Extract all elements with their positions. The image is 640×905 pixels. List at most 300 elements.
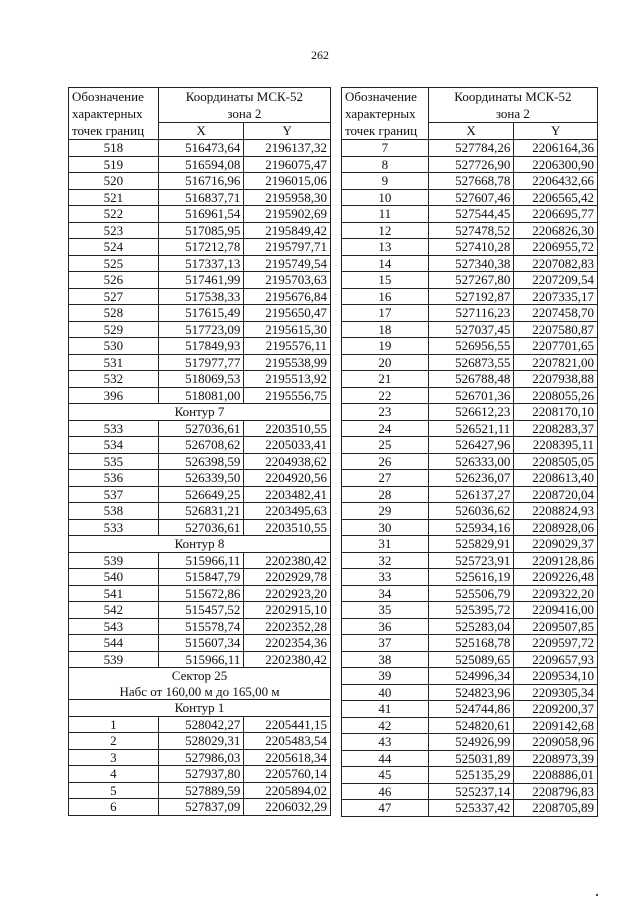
y-coordinate: 2196015,06	[244, 173, 331, 190]
table-row	[69, 354, 331, 371]
point-number: 542	[69, 602, 159, 619]
y-coordinate: 2207458,70	[514, 305, 598, 322]
x-coordinate: 526873,55	[428, 354, 514, 371]
x-coordinate: 527036,61	[158, 519, 244, 536]
table-row	[342, 684, 598, 701]
y-coordinate: 2208055,26	[514, 387, 598, 404]
x-coordinate: 526612,23	[428, 404, 514, 421]
x-coordinate: 524996,34	[428, 668, 514, 685]
table-row	[342, 420, 598, 437]
point-number: 532	[69, 371, 159, 388]
point-number: 521	[69, 189, 159, 206]
y-coordinate: 2202354,36	[244, 635, 331, 652]
point-number: 396	[69, 387, 159, 404]
x-coordinate: 517085,95	[158, 222, 244, 239]
x-coordinate: 515578,74	[158, 618, 244, 635]
y-coordinate: 2209597,72	[514, 635, 598, 652]
y-coordinate: 2204938,62	[244, 453, 331, 470]
y-coordinate: 2205483,54	[244, 733, 331, 750]
y-coordinate: 2206826,30	[514, 222, 598, 239]
y-coordinate: 2207209,54	[514, 272, 598, 289]
y-coordinate: 2195902,69	[244, 206, 331, 223]
table-row	[342, 668, 598, 685]
point-number: 525	[69, 255, 159, 272]
y-coordinate: 2207821,00	[514, 354, 598, 371]
designation-header	[342, 88, 429, 140]
point-number: 40	[342, 684, 429, 701]
table-row	[342, 404, 598, 421]
table-row	[69, 156, 331, 173]
table-row	[342, 536, 598, 553]
point-number: 533	[69, 519, 159, 536]
x-coordinate: 524823,96	[428, 684, 514, 701]
y-coordinate: 2208796,83	[514, 783, 598, 800]
y-coordinate: 2208613,40	[514, 470, 598, 487]
y-coordinate: 2195513,92	[244, 371, 331, 388]
coordinates-header	[158, 88, 330, 123]
point-number: 20	[342, 354, 429, 371]
table-row	[69, 716, 331, 733]
y-coordinate: 2208705,89	[514, 800, 598, 817]
point-number: 537	[69, 486, 159, 503]
x-coordinate: 518081,00	[158, 387, 244, 404]
x-coordinate: 517337,13	[158, 255, 244, 272]
y-coordinate: 2206432,66	[514, 173, 598, 190]
point-number: 5	[69, 782, 159, 799]
y-coordinate: 2206164,36	[514, 140, 598, 157]
table-row	[342, 387, 598, 404]
point-number: 19	[342, 338, 429, 355]
x-coordinate: 527837,09	[158, 799, 244, 816]
point-number: 9	[342, 173, 429, 190]
designation-header-line: характерных	[345, 106, 416, 121]
point-number: 538	[69, 503, 159, 520]
point-number: 45	[342, 767, 429, 784]
table-row	[342, 321, 598, 338]
x-coordinate: 526956,55	[428, 338, 514, 355]
point-number: 526	[69, 272, 159, 289]
sector-heading-line: Сектор 25	[171, 668, 228, 683]
coordinates-header	[428, 88, 597, 123]
y-coordinate: 2195703,63	[244, 272, 331, 289]
y-coordinate: 2208720,04	[514, 486, 598, 503]
x-coordinate: 517615,49	[158, 305, 244, 322]
table-row	[69, 569, 331, 586]
point-number: 18	[342, 321, 429, 338]
y-coordinate: 2208283,37	[514, 420, 598, 437]
x-coordinate: 526831,21	[158, 503, 244, 520]
x-coordinate: 526788,48	[428, 371, 514, 388]
x-coordinate: 517538,33	[158, 288, 244, 305]
x-coordinate: 527937,80	[158, 766, 244, 783]
point-number: 534	[69, 437, 159, 454]
point-number: 31	[342, 536, 429, 553]
y-coordinate: 2209142,68	[514, 717, 598, 734]
y-coordinate: 2195749,54	[244, 255, 331, 272]
x-coordinate: 524820,61	[428, 717, 514, 734]
y-coordinate: 2209416,00	[514, 602, 598, 619]
x-coordinate: 527668,78	[428, 173, 514, 190]
point-number: 2	[69, 733, 159, 750]
x-coordinate: 515847,79	[158, 569, 244, 586]
table-row	[69, 206, 331, 223]
x-coordinate: 526649,25	[158, 486, 244, 503]
table-row	[342, 189, 598, 206]
x-coordinate: 526701,36	[428, 387, 514, 404]
coordinates-header-line: Координаты МСК-52	[454, 89, 572, 104]
table-row	[69, 470, 331, 487]
table-row	[69, 618, 331, 635]
y-coordinate: 2202923,20	[244, 585, 331, 602]
designation-header	[69, 88, 159, 140]
point-number: 36	[342, 618, 429, 635]
point-number: 47	[342, 800, 429, 817]
y-column-header: Y	[514, 123, 598, 140]
designation-header-line: Обозначение	[345, 89, 417, 104]
table-row	[342, 140, 598, 157]
y-coordinate: 2206955,72	[514, 239, 598, 256]
y-coordinate: 2209128,86	[514, 552, 598, 569]
x-coordinate: 527116,23	[428, 305, 514, 322]
y-coordinate: 2208886,01	[514, 767, 598, 784]
x-coordinate: 525089,65	[428, 651, 514, 668]
y-coordinate: 2209226,48	[514, 569, 598, 586]
table-row	[69, 321, 331, 338]
table-row	[342, 783, 598, 800]
table-row	[342, 569, 598, 586]
designation-header-line: точек границ	[72, 123, 145, 138]
x-coordinate: 527784,26	[428, 140, 514, 157]
coordinates-table-left	[68, 87, 331, 816]
table-row	[342, 173, 598, 190]
point-number: 23	[342, 404, 429, 421]
table-row	[69, 453, 331, 470]
table-row	[69, 173, 331, 190]
point-number: 529	[69, 321, 159, 338]
x-coordinate: 525934,16	[428, 519, 514, 536]
y-coordinate: 2202929,78	[244, 569, 331, 586]
point-number: 530	[69, 338, 159, 355]
y-coordinate: 2203510,55	[244, 420, 331, 437]
point-number: 540	[69, 569, 159, 586]
x-coordinate: 517723,09	[158, 321, 244, 338]
point-number: 17	[342, 305, 429, 322]
table-row	[69, 503, 331, 520]
table-row	[342, 767, 598, 784]
y-coordinate: 2208973,39	[514, 750, 598, 767]
table-row	[342, 585, 598, 602]
y-coordinate: 2206300,90	[514, 156, 598, 173]
table-row	[342, 338, 598, 355]
x-coordinate: 517212,78	[158, 239, 244, 256]
x-coordinate: 516473,64	[158, 140, 244, 157]
contour-heading-row	[69, 536, 331, 553]
point-number: 22	[342, 387, 429, 404]
x-coordinate: 526708,62	[158, 437, 244, 454]
x-coordinate: 527607,46	[428, 189, 514, 206]
table-row	[69, 519, 331, 536]
coordinates-table-right	[341, 87, 598, 817]
table-row	[342, 503, 598, 520]
table-row	[342, 618, 598, 635]
page-number: 262	[311, 48, 329, 62]
y-coordinate: 2208928,06	[514, 519, 598, 536]
table-row	[69, 552, 331, 569]
x-coordinate: 525829,91	[428, 536, 514, 553]
y-coordinate: 2203510,55	[244, 519, 331, 536]
table-row	[69, 272, 331, 289]
table-row	[342, 651, 598, 668]
y-coordinate: 2196137,32	[244, 140, 331, 157]
point-number: 30	[342, 519, 429, 536]
x-coordinate: 516961,54	[158, 206, 244, 223]
sector-heading-row	[69, 668, 331, 700]
table-row	[69, 371, 331, 388]
y-coordinate: 2209657,93	[514, 651, 598, 668]
table-row	[342, 239, 598, 256]
table-row	[342, 470, 598, 487]
y-coordinate: 2195958,30	[244, 189, 331, 206]
sector-heading-line: Набс от 160,00 м до 165,00 м	[119, 683, 280, 699]
table-row	[69, 602, 331, 619]
table-row	[342, 305, 598, 322]
x-column-header: X	[158, 123, 244, 140]
x-coordinate: 525337,42	[428, 800, 514, 817]
point-number: 38	[342, 651, 429, 668]
point-number: 29	[342, 503, 429, 520]
table-row	[69, 766, 331, 783]
designation-header-line: точек границ	[345, 123, 418, 138]
table-row	[69, 733, 331, 750]
point-number: 44	[342, 750, 429, 767]
table-row	[69, 420, 331, 437]
point-number: 21	[342, 371, 429, 388]
table-row	[69, 222, 331, 239]
x-coordinate: 528042,27	[158, 716, 244, 733]
y-coordinate: 2209322,20	[514, 585, 598, 602]
table-row	[69, 189, 331, 206]
point-number: 39	[342, 668, 429, 685]
table-row	[342, 519, 598, 536]
point-number: 543	[69, 618, 159, 635]
x-coordinate: 527410,28	[428, 239, 514, 256]
y-coordinate: 2195538,99	[244, 354, 331, 371]
y-coordinate: 2207938,88	[514, 371, 598, 388]
table-row	[342, 371, 598, 388]
contour-heading: Контур 7	[69, 404, 331, 421]
point-number: 28	[342, 486, 429, 503]
x-coordinate: 527478,52	[428, 222, 514, 239]
x-coordinate: 527036,61	[158, 420, 244, 437]
table-row	[342, 552, 598, 569]
point-number: 25	[342, 437, 429, 454]
x-coordinate: 516594,08	[158, 156, 244, 173]
y-coordinate: 2195615,30	[244, 321, 331, 338]
y-coordinate: 2208824,93	[514, 503, 598, 520]
y-coordinate: 2209200,37	[514, 701, 598, 718]
y-coordinate: 2208395,11	[514, 437, 598, 454]
x-coordinate: 525031,89	[428, 750, 514, 767]
point-number: 10	[342, 189, 429, 206]
x-coordinate: 526339,50	[158, 470, 244, 487]
coordinates-header-line: зона 2	[495, 106, 530, 121]
y-coordinate: 2208170,10	[514, 404, 598, 421]
y-coordinate: 2209305,34	[514, 684, 598, 701]
point-number: 519	[69, 156, 159, 173]
point-number: 42	[342, 717, 429, 734]
y-coordinate: 2207335,17	[514, 288, 598, 305]
x-coordinate: 526333,00	[428, 453, 514, 470]
table-row	[69, 651, 331, 668]
table-row	[342, 602, 598, 619]
y-coordinate: 2205441,15	[244, 716, 331, 733]
contour-heading-row	[69, 404, 331, 421]
y-coordinate: 2202380,42	[244, 651, 331, 668]
point-number: 7	[342, 140, 429, 157]
table-header-row	[69, 88, 331, 123]
x-coordinate: 526521,11	[428, 420, 514, 437]
y-coordinate: 2195576,11	[244, 338, 331, 355]
table-row	[69, 288, 331, 305]
x-coordinate: 524926,99	[428, 734, 514, 751]
x-coordinate: 525237,14	[428, 783, 514, 800]
y-coordinate: 2206565,42	[514, 189, 598, 206]
point-number: 536	[69, 470, 159, 487]
table-row	[342, 750, 598, 767]
y-coordinate: 2205033,41	[244, 437, 331, 454]
point-number: 35	[342, 602, 429, 619]
point-number: 11	[342, 206, 429, 223]
point-number: 523	[69, 222, 159, 239]
point-number: 27	[342, 470, 429, 487]
x-coordinate: 517461,99	[158, 272, 244, 289]
point-number: 33	[342, 569, 429, 586]
point-number: 541	[69, 585, 159, 602]
y-coordinate: 2207082,83	[514, 255, 598, 272]
table-row	[342, 800, 598, 817]
designation-header-line: Обозначение	[72, 89, 144, 104]
table-row	[342, 222, 598, 239]
x-coordinate: 516837,71	[158, 189, 244, 206]
point-number: 43	[342, 734, 429, 751]
table-row	[342, 206, 598, 223]
table-row	[69, 437, 331, 454]
y-coordinate: 2207580,87	[514, 321, 598, 338]
coordinates-header-line: зона 2	[227, 106, 262, 121]
point-number: 528	[69, 305, 159, 322]
point-number: 34	[342, 585, 429, 602]
x-coordinate: 525506,79	[428, 585, 514, 602]
x-coordinate: 528029,31	[158, 733, 244, 750]
point-number: 539	[69, 651, 159, 668]
y-coordinate: 2209534,10	[514, 668, 598, 685]
x-coordinate: 526398,59	[158, 453, 244, 470]
table-header-row	[342, 88, 598, 123]
point-number: 41	[342, 701, 429, 718]
y-coordinate: 2209058,96	[514, 734, 598, 751]
x-coordinate: 525168,78	[428, 635, 514, 652]
contour-heading: Контур 8	[69, 536, 331, 553]
point-number: 26	[342, 453, 429, 470]
table-row	[69, 782, 331, 799]
y-coordinate: 2202380,42	[244, 552, 331, 569]
x-coordinate: 524744,86	[428, 701, 514, 718]
x-coordinate: 527037,45	[428, 321, 514, 338]
point-number: 8	[342, 156, 429, 173]
table-row	[69, 338, 331, 355]
x-coordinate: 526427,96	[428, 437, 514, 454]
y-coordinate: 2205894,02	[244, 782, 331, 799]
x-coordinate: 515966,11	[158, 651, 244, 668]
y-coordinate: 2203482,41	[244, 486, 331, 503]
x-coordinate: 526236,07	[428, 470, 514, 487]
y-coordinate: 2209507,85	[514, 618, 598, 635]
y-coordinate: 2207701,65	[514, 338, 598, 355]
x-coordinate: 525135,29	[428, 767, 514, 784]
point-number: 533	[69, 420, 159, 437]
table-row	[342, 734, 598, 751]
point-number: 24	[342, 420, 429, 437]
point-number: 531	[69, 354, 159, 371]
table-row	[342, 486, 598, 503]
point-number: 518	[69, 140, 159, 157]
y-coordinate: 2195849,42	[244, 222, 331, 239]
x-coordinate: 517977,77	[158, 354, 244, 371]
point-number: 13	[342, 239, 429, 256]
y-column-header: Y	[244, 123, 331, 140]
point-number: 3	[69, 749, 159, 766]
x-coordinate: 527726,90	[428, 156, 514, 173]
point-number: 522	[69, 206, 159, 223]
x-coordinate: 515607,34	[158, 635, 244, 652]
table-row	[69, 585, 331, 602]
table-row	[69, 486, 331, 503]
y-coordinate: 2208505,05	[514, 453, 598, 470]
table-row	[69, 635, 331, 652]
point-number: 539	[69, 552, 159, 569]
x-column-header: X	[428, 123, 514, 140]
y-coordinate: 2196075,47	[244, 156, 331, 173]
x-coordinate: 525616,19	[428, 569, 514, 586]
sector-heading	[69, 668, 331, 700]
x-coordinate: 516716,96	[158, 173, 244, 190]
x-coordinate: 518069,53	[158, 371, 244, 388]
x-coordinate: 527986,03	[158, 749, 244, 766]
y-coordinate: 2205760,14	[244, 766, 331, 783]
table-row	[69, 305, 331, 322]
coordinates-header-line: Координаты МСК-52	[185, 89, 303, 104]
table-row	[69, 799, 331, 816]
y-coordinate: 2195650,47	[244, 305, 331, 322]
point-number: 16	[342, 288, 429, 305]
x-coordinate: 515457,52	[158, 602, 244, 619]
x-coordinate: 525283,04	[428, 618, 514, 635]
y-coordinate: 2195676,84	[244, 288, 331, 305]
table-row	[69, 239, 331, 256]
contour-heading: Контур 1	[69, 700, 331, 717]
table-row	[69, 255, 331, 272]
point-number: 520	[69, 173, 159, 190]
point-number: 6	[69, 799, 159, 816]
table-row	[342, 437, 598, 454]
contour-heading-row	[69, 700, 331, 717]
table-row	[342, 272, 598, 289]
table-row	[69, 140, 331, 157]
x-coordinate: 527192,87	[428, 288, 514, 305]
table-row	[69, 387, 331, 404]
table-row	[342, 156, 598, 173]
x-coordinate: 515672,86	[158, 585, 244, 602]
